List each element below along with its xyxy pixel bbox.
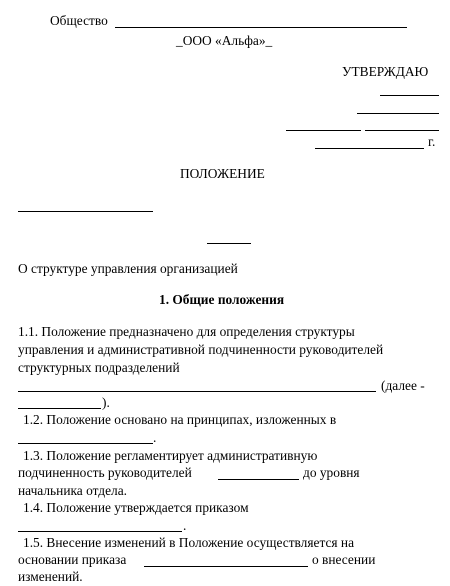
approve-signature-blank xyxy=(286,130,361,131)
paragraph-1-5-line-1: 1.5. Внесение изменений в Положение осуществляется на xyxy=(23,535,355,550)
year-suffix: г. xyxy=(428,134,436,149)
paragraph-1-1-line-2: управления и административной подчиненности руководителей xyxy=(18,342,384,357)
paragraph-1-4-end: . xyxy=(183,518,187,533)
paragraph-1-4-blank xyxy=(18,531,182,532)
paragraph-1-3-line-1: 1.3. Положение регламентирует административную xyxy=(23,448,318,463)
paragraph-1-1-line-1: 1.1. Положение предназначено для определения структуры xyxy=(18,324,355,339)
paragraph-1-2-blank xyxy=(18,443,153,444)
paragraph-1-5-line-2b: о внесении xyxy=(312,552,376,567)
paragraph-1-1-abbrev-blank xyxy=(18,408,101,409)
paragraph-1-3-line-2b: до уровня xyxy=(303,465,360,480)
approve-initials-blank xyxy=(365,130,439,131)
paragraph-1-2-line-1: 1.2. Положение основано на принципах, изложенных в xyxy=(23,412,337,427)
paragraph-1-1-end: ). xyxy=(102,395,110,410)
paragraph-1-5-line-2a: основании приказа xyxy=(18,552,127,567)
approve-name-blank xyxy=(357,113,439,114)
paragraph-1-4-line-1: 1.4. Положение утверждается приказом xyxy=(23,500,249,515)
paragraph-1-5-blank xyxy=(144,566,308,567)
paragraph-1-3-line-2a: подчиненность руководителей xyxy=(18,465,192,480)
paragraph-1-1-dalee: (далее - xyxy=(381,378,425,393)
document-number-blank xyxy=(207,243,251,244)
paragraph-1-1-blank xyxy=(18,391,376,392)
paragraph-1-1-line-3: структурных подразделений xyxy=(18,360,180,375)
paragraph-1-3-line-3: начальника отдела. xyxy=(18,483,128,498)
document-subject: О структуре управления организацией xyxy=(18,261,238,276)
society-label: Общество xyxy=(50,13,108,28)
document-title: ПОЛОЖЕНИЕ xyxy=(180,166,265,181)
document-date-blank xyxy=(18,211,153,212)
approve-date-blank xyxy=(315,148,424,149)
paragraph-1-2-end: . xyxy=(153,430,157,445)
paragraph-1-3-blank xyxy=(218,479,299,480)
paragraph-1-5-line-3: изменений. xyxy=(18,569,83,584)
approve-position-blank xyxy=(380,95,439,96)
section-heading: 1. Общие положения xyxy=(159,292,285,307)
society-name-blank xyxy=(115,27,407,28)
organization-name: _ООО «Альфа»_ xyxy=(176,33,273,48)
approve-label: УТВЕРЖДАЮ xyxy=(342,64,429,79)
